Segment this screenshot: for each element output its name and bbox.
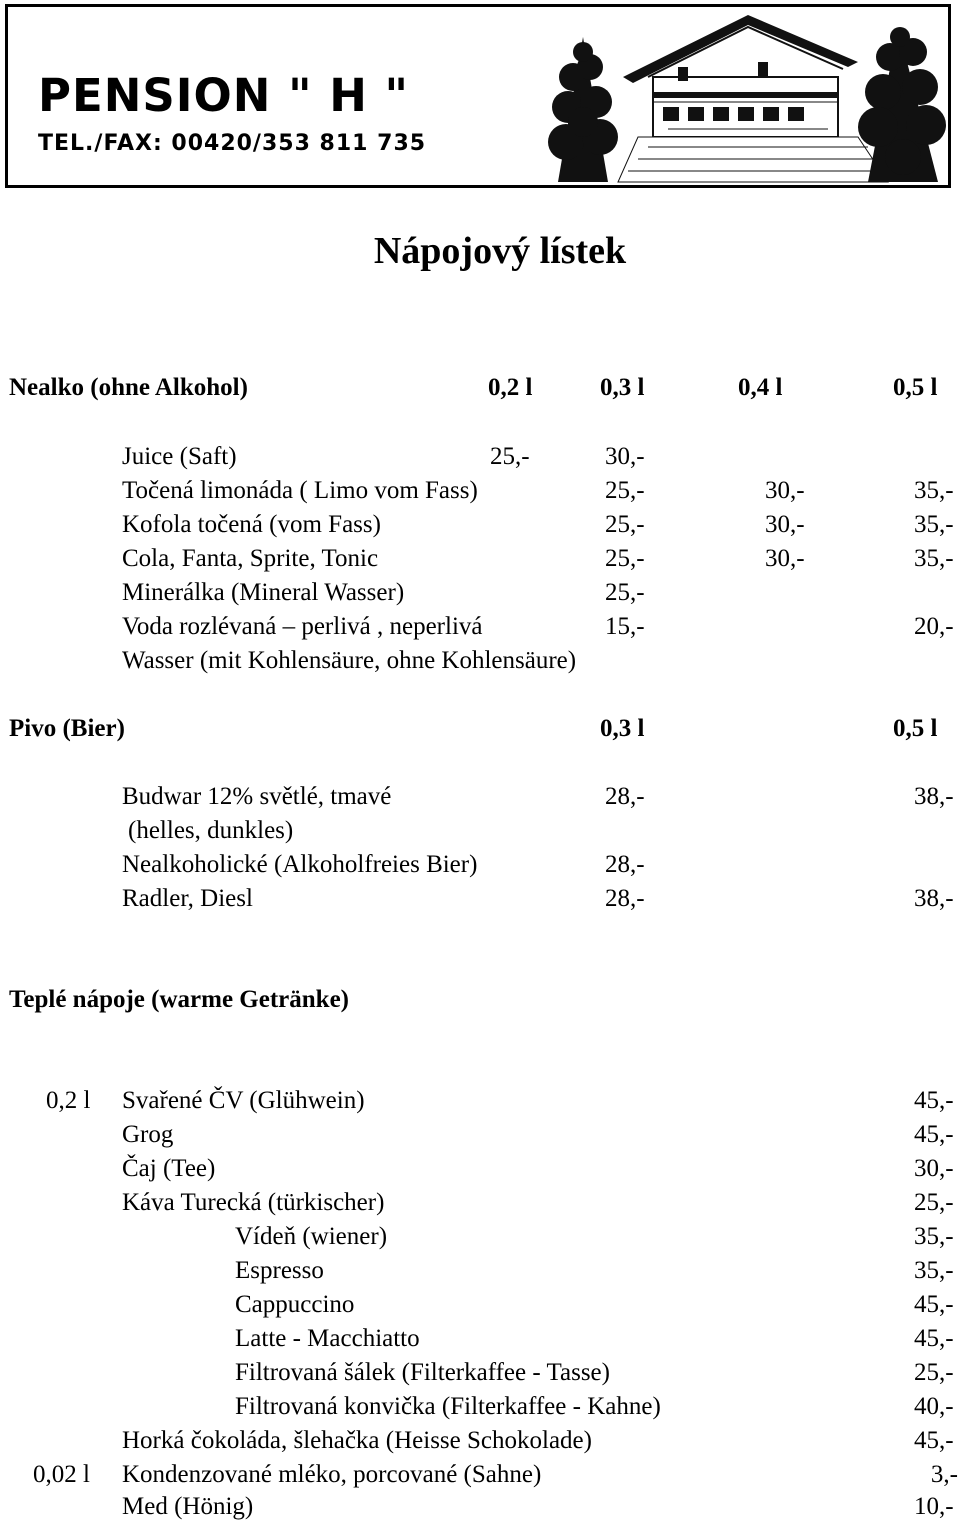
drink-price: 25,- bbox=[914, 1189, 954, 1216]
drink-name: Radler, Diesl bbox=[122, 885, 253, 912]
drink-quantity: 0,2 l bbox=[46, 1087, 91, 1114]
section-heading-nealko: Nealko (ohne Alkohol) bbox=[9, 374, 248, 401]
drink-name: Espresso bbox=[235, 1257, 324, 1284]
drink-name: Voda rozlévaná – perlivá , neperlivá bbox=[122, 613, 483, 640]
drink-price: 35,- bbox=[914, 511, 954, 538]
size-header: 0,5 l bbox=[893, 374, 938, 401]
drink-price: 3,- bbox=[930, 1461, 958, 1488]
size-header: 0,2 l bbox=[488, 374, 533, 401]
drink-price: 25,- bbox=[605, 477, 645, 504]
drink-price: 38,- bbox=[914, 783, 954, 810]
drink-price: 30,- bbox=[914, 1155, 954, 1182]
drink-name: Minerálka (Mineral Wasser) bbox=[122, 579, 405, 606]
drink-name: Juice (Saft) bbox=[122, 443, 237, 470]
drink-name: Grog bbox=[122, 1121, 174, 1148]
logo-phone: TEL./FAX: 00420/353 811 735 bbox=[38, 131, 427, 156]
drink-name: Cappuccino bbox=[235, 1291, 355, 1318]
drink-price: 45,- bbox=[914, 1291, 954, 1318]
drink-name: Budwar 12% světlé, tmavé bbox=[122, 783, 392, 810]
drink-name: Kofola točená (vom Fass) bbox=[122, 511, 381, 538]
drink-price: 25,- bbox=[605, 579, 645, 606]
drink-price: 28,- bbox=[605, 851, 645, 878]
logo-name: PENSION " H " bbox=[38, 69, 410, 122]
drink-price: 25,- bbox=[605, 511, 645, 538]
drink-name: Vídeň (wiener) bbox=[235, 1223, 388, 1250]
drink-price: 38,- bbox=[914, 885, 954, 912]
drink-price: 35,- bbox=[914, 545, 954, 572]
drink-price: 35,- bbox=[914, 1257, 954, 1284]
drink-name: Filtrovaná šálek (Filterkaffee - Tasse) bbox=[235, 1359, 610, 1386]
drink-name: (helles, dunkles) bbox=[128, 817, 294, 844]
drink-price: 45,- bbox=[914, 1087, 954, 1114]
drink-price: 35,- bbox=[914, 477, 954, 504]
drink-name: Med (Hönig) bbox=[122, 1493, 254, 1520]
drink-price: 35,- bbox=[914, 1223, 954, 1250]
drink-name: Filtrovaná konvička (Filterkaffee - Kahne) bbox=[235, 1393, 661, 1420]
drink-price: 28,- bbox=[605, 885, 645, 912]
drink-price: 10,- bbox=[914, 1493, 954, 1520]
size-header: 0,3 l bbox=[600, 715, 645, 742]
drink-price: 45,- bbox=[914, 1427, 954, 1454]
drink-name: Svařené ČV (Glühwein) bbox=[122, 1087, 365, 1114]
drink-price: 28,- bbox=[605, 783, 645, 810]
drink-name: Čaj (Tee) bbox=[122, 1155, 216, 1182]
drink-price: 40,- bbox=[914, 1393, 954, 1420]
size-header: 0,5 l bbox=[893, 715, 938, 742]
drink-price: 25,- bbox=[605, 545, 645, 572]
drink-name: Káva Turecká (türkischer) bbox=[122, 1189, 385, 1216]
drink-quantity: 0,02 l bbox=[33, 1461, 90, 1488]
drink-price: 30,- bbox=[765, 545, 805, 572]
pension-house-drawing bbox=[528, 7, 948, 185]
drink-price: 45,- bbox=[914, 1325, 954, 1352]
drink-name: Horká čokoláda, šlehačka (Heisse Schokolade) bbox=[122, 1427, 592, 1454]
pension-logo-header bbox=[5, 4, 951, 188]
drink-price: 25,- bbox=[914, 1359, 954, 1386]
drink-price: 30,- bbox=[605, 443, 645, 470]
drink-price: 25,- bbox=[490, 443, 530, 470]
drink-name: Kondenzované mléko, porcované (Sahne) bbox=[122, 1461, 542, 1488]
drink-price: 15,- bbox=[605, 613, 645, 640]
drink-price: 45,- bbox=[914, 1121, 954, 1148]
drink-price: 20,- bbox=[914, 613, 954, 640]
drink-name: Nealkoholické (Alkoholfreies Bier) bbox=[122, 851, 478, 878]
drink-name: Točená limonáda ( Limo vom Fass) bbox=[122, 477, 478, 504]
size-header: 0,3 l bbox=[600, 374, 645, 401]
drink-price: 30,- bbox=[765, 511, 805, 538]
section-heading-teple: Teplé nápoje (warme Getränke) bbox=[9, 986, 349, 1013]
drink-name: Cola, Fanta, Sprite, Tonic bbox=[122, 545, 379, 572]
drink-name: Wasser (mit Kohlensäure, ohne Kohlensäure) bbox=[122, 647, 577, 674]
size-header: 0,4 l bbox=[738, 374, 783, 401]
drink-price: 30,- bbox=[765, 477, 805, 504]
drink-name: Latte - Macchiatto bbox=[235, 1325, 420, 1352]
section-heading-pivo: Pivo (Bier) bbox=[9, 715, 125, 742]
page-title: Nápojový lístek bbox=[373, 230, 627, 272]
